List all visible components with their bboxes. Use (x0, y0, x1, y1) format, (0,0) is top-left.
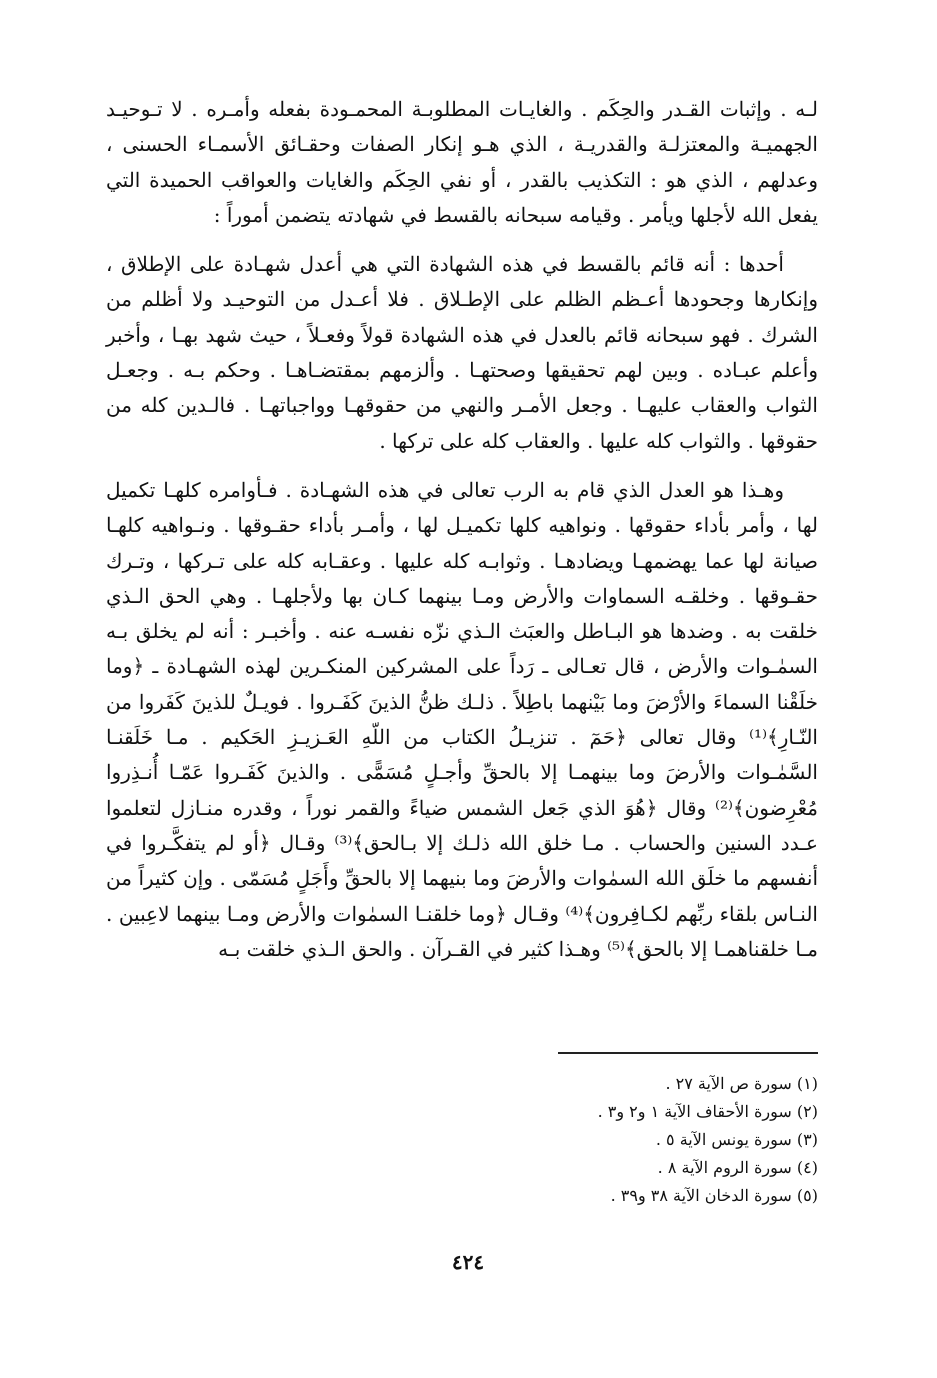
footnote-4: (٤) سورة الروم الآية ٨ . (657, 1158, 818, 1177)
footnote-1: (١) سورة ص الآية ٢٧ . (665, 1074, 818, 1093)
footnote-5: (٥) سورة الدخان الآية ٣٨ و٣٩ . (610, 1186, 818, 1205)
main-text (106, 92, 818, 981)
paragraph-3: وهـذا هو العدل الذي قام به الرب تعالى في هذه الشهـادة . فـأوامره كلهـا تكميل لها ، وأمر بأداء حقوقها . ونواهيه كلها تكميـل لها ، وأمـر بأداء حقـوقها . ونـواهيه كلهـا صيانة لها عما يهضمهـا ويضادهـا . وثوابـه كله عليها . وعقـابه كله على تـركها ، وتـرك حقـوقها . وخلقـه السماوات والأرض ومـا بينهما كـان بها ولأجلهـا . وهي الحق الـذي خلقت به . وضدها هو البـاطل والعبَث الـذي نزّه نفسـه عنه . وأخبـر : أنه لم يخلق بـه السمٰـوات والأرض ، قال تعـالى ـ رَداً على المشركين المنكـرين لهذه الشهـادة ـ ﴿وما خلَقْنا السماءَ والأرْضَ وما بَيْنهما باطِلاً . ذلـك ظنُّ الذينَ كَفَـروا . فويـلٌ للذينَ كَفَروا من النّـارِ﴾⁽¹⁾ وقال تعالى ﴿حَمٓ . تنزيـلُ الكتاب من اللّهِ العَـزيـزِ الحَكيم . مـا خَلَقنـا السَّمٰـوات والأرضَ وما بينهمـا إلا بالحقِّ وأجـلٍ مُسَمًّى . والذينَ كَفَـروا عَمّـا أُنـذِروا مُعْرِضون﴾⁽²⁾ وقال ﴿هُوَ الذي جَعل الشمس ضياءً والقمر نوراً ، وقدره منـازل لتعلموا عـدد السنين والحساب . مـا خلق الله ذلـك إلا بـالحق﴾⁽³⁾ وقـال ﴿أو لم يتفكَّـروا في أنفسهم ما خلَق الله السمٰوات والأرضَ وما بنيهما إلا بالحقِّ وأَجَلٍ مُسَمّى . وإن كثيراً من النـاس بلقاء ربِّهم لكـافِرون﴾⁽⁴⁾ وقـال ﴿وما خلقنـا السمٰوات والأرض ومـا بينهما لاعِبين . مـا خلقناهمـا إلا بالحق﴾⁽⁵⁾ وهـذا كثير في القـرآن . والحق الـذي خلقت بـه (106, 477, 818, 961)
footnote-divider (558, 1052, 818, 1054)
page-number: ٤٢٤ (451, 1250, 485, 1274)
footnotes (500, 1070, 818, 1210)
footnote-2: (٢) سورة الأحقاف الآية ١ و٢ و٣ . (597, 1102, 818, 1121)
paragraph-1: لـه . وإثبات القـدر والحِكَم . والغايـات المطلوبـة المحمـودة بفعله وأمـره . لا تـوحيـد الجهميـة والمعتزلـة والقدريـة ، الذي هـو إنكار الصفات وحقـائق الأسمـاء الحسنى ، وعدلهم ، الذي هو : التكذيب بالقدر ، أو نفي الحِكَم والغايات والعواقب الحميدة التي يفعل الله لأجلها ويأمر . وقيامه سبحانه بالقسط في شهادته يتضمن أموراً : (106, 97, 818, 227)
paragraph-2: أحدها : أنه قائم بالقسط في هذه الشهادة التي هي أعدل شهـادة على الإطلاق ، وإنكارها وجحودها أعـظم الظلم على الإطـلاق . فلا أعـدل من التوحيـد ولا أظلم من الشرك . فهو سبحانه قائم بالعدل في هذه الشهادة قولاً وفعـلاً ، حيث شهد بهـا ، وأخبر وأعلم عبـاده . وبين لهم تحقيقها وصحتهـا . وألزمهم بمقتضـاهـا . وحكم بـه . وجعـل الثواب والعقاب عليهـا . وجعل الأمـر والنهي من حقوقهـا وواجباتهـا . فالـدين كله من حقوقها . والثواب كله عليها . والعقاب كله على تركها . (106, 252, 818, 453)
footnote-3: (٣) سورة يونس الآية ٥ . (655, 1130, 818, 1149)
